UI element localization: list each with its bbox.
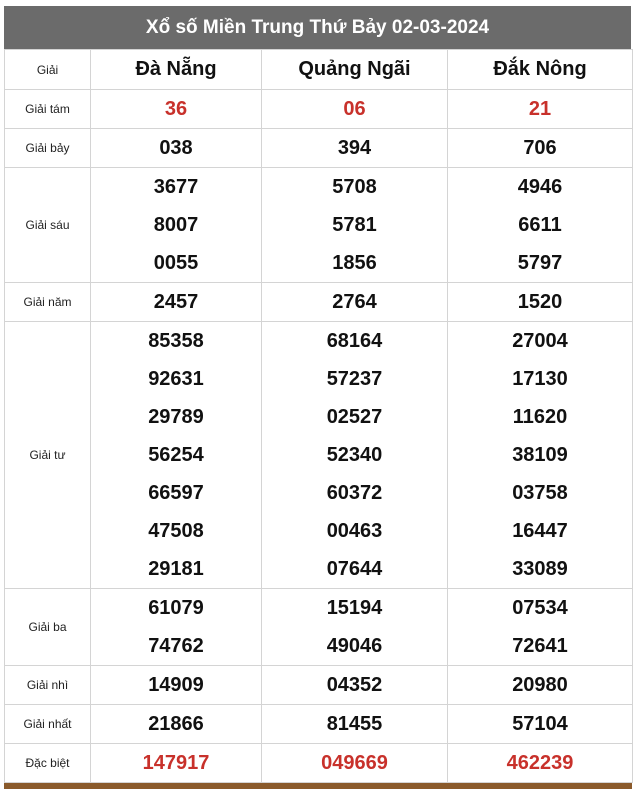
prize-numbers-cell: [448, 589, 633, 666]
prize-number: 49046: [326, 635, 383, 657]
prize-number: 36: [164, 98, 188, 120]
prize-row: [5, 589, 633, 666]
prize-label: Giải tư: [29, 448, 66, 462]
prize-number: 14909: [148, 674, 204, 696]
prize-number: 85358: [148, 330, 204, 352]
prize-number: 2457: [153, 291, 199, 313]
prize-row: [5, 129, 633, 168]
prize-number: 16447: [512, 520, 568, 542]
prize-numbers-cell: [448, 129, 633, 168]
prize-number: 61079: [148, 597, 204, 619]
prize-number: 07534: [512, 597, 568, 619]
prize-number: 81455: [326, 713, 383, 735]
prize-number: 038: [159, 137, 193, 159]
prize-number: 52340: [326, 444, 383, 466]
prize-label-cell: [5, 168, 91, 283]
prize-label: Giải nhất: [23, 717, 72, 731]
prize-numbers-cell: [262, 666, 448, 705]
table-header-row: [5, 50, 633, 90]
prize-number: 29789: [148, 406, 204, 428]
prize-number: 00463: [326, 520, 383, 542]
prize-number: 47508: [148, 520, 204, 542]
prize-row: [5, 90, 633, 129]
prize-numbers-cell: [91, 705, 262, 744]
prize-numbers-cell: [262, 705, 448, 744]
prize-row: [5, 666, 633, 705]
province-header-quang-ngai[interactable]: Quảng Ngãi: [262, 50, 448, 90]
prize-number: 38109: [512, 444, 568, 466]
prize-number: 049669: [321, 752, 388, 774]
prize-label-cell: [5, 129, 91, 168]
prize-label: Giải sáu: [25, 218, 70, 232]
prize-number: 5708: [332, 176, 377, 198]
prize-numbers-cell: [262, 322, 448, 589]
prize-number: 68164: [326, 330, 383, 352]
prize-label-cell: [5, 589, 91, 666]
prize-number: 11620: [512, 406, 568, 428]
prize-number: 0055: [153, 252, 199, 274]
prize-numbers-cell: [91, 283, 262, 322]
prize-numbers-cell: [91, 322, 262, 589]
prize-number: 03758: [512, 482, 568, 504]
prize-number: 17130: [512, 368, 568, 390]
prize-number: 66597: [148, 482, 204, 504]
prize-number: 21866: [148, 713, 204, 735]
prize-numbers-cell: [91, 168, 262, 283]
prize-label-cell: [5, 90, 91, 129]
prize-label: Giải năm: [23, 295, 72, 309]
prize-number: 02527: [326, 406, 383, 428]
prize-number: 5781: [332, 214, 377, 236]
prize-row: [5, 168, 633, 283]
prize-numbers-cell: [262, 589, 448, 666]
prize-numbers-cell: [262, 168, 448, 283]
prize-number: 27004: [512, 330, 568, 352]
prize-label: Giải bảy: [25, 141, 70, 155]
results-title: Xổ số Miền Trung Thứ Bảy 02-03-2024: [4, 6, 631, 49]
prize-number: 8007: [153, 214, 199, 236]
prize-number: 147917: [142, 752, 210, 774]
prize-numbers-cell: [448, 90, 633, 129]
prize-number: 33089: [512, 558, 568, 580]
province-header-dak-nong[interactable]: Đắk Nông: [448, 50, 633, 90]
prize-numbers-cell: [262, 283, 448, 322]
prize-numbers-cell: [448, 283, 633, 322]
prize-numbers-cell: [448, 168, 633, 283]
prize-row: [5, 322, 633, 589]
prize-label-cell: [5, 744, 91, 783]
prize-numbers-cell: [91, 589, 262, 666]
prize-row: [5, 283, 633, 322]
prize-number: 74762: [148, 635, 204, 657]
prize-number: 60372: [326, 482, 383, 504]
prize-number: 21: [528, 98, 552, 120]
prize-numbers-cell: [448, 744, 633, 783]
prize-numbers-cell: [448, 666, 633, 705]
prize-number: 4946: [517, 176, 563, 198]
prize-number: 56254: [148, 444, 204, 466]
prize-row: [5, 705, 633, 744]
prize-number: 04352: [326, 674, 383, 696]
prize-number: 07644: [326, 558, 383, 580]
prize-number: 06: [343, 98, 366, 120]
prize-label: Giải ba: [28, 620, 67, 634]
prize-number: 706: [523, 137, 557, 159]
prize-label-cell: [5, 705, 91, 744]
prize-numbers-cell: [91, 129, 262, 168]
prize-numbers-cell: [262, 744, 448, 783]
prize-number: 2764: [332, 291, 377, 313]
prize-number: 5797: [517, 252, 563, 274]
prize-number: 57237: [326, 368, 383, 390]
province-header-da-nang[interactable]: Đà Nẵng: [91, 50, 262, 90]
prize-number: 15194: [326, 597, 383, 619]
prize-label-cell: [5, 283, 91, 322]
prize-numbers-cell: [91, 744, 262, 783]
prize-number: 20980: [512, 674, 568, 696]
prize-label-cell: [5, 666, 91, 705]
prize-number: 394: [337, 137, 372, 159]
prize-number: 1856: [332, 252, 377, 274]
prize-number: 462239: [506, 752, 574, 774]
prize-number: 29181: [148, 558, 204, 580]
prize-row: [5, 744, 633, 783]
bottom-divider: [4, 783, 632, 789]
prize-number: 1520: [517, 291, 563, 313]
prize-numbers-cell: [262, 129, 448, 168]
prize-column-header: Giải: [5, 50, 91, 90]
prize-label: Giải tám: [25, 102, 70, 116]
prize-number: 92631: [148, 368, 204, 390]
prize-number: 72641: [512, 635, 568, 657]
prize-label: Đặc biệt: [25, 756, 70, 770]
prize-numbers-cell: [448, 705, 633, 744]
prize-numbers-cell: [91, 666, 262, 705]
prize-number: 6611: [518, 214, 562, 236]
prize-number: 3677: [153, 176, 199, 198]
prize-numbers-cell: [448, 322, 633, 589]
results-table: [4, 49, 633, 783]
prize-numbers-cell: [91, 90, 262, 129]
prize-label-cell: [5, 322, 91, 589]
prize-label: Giải nhì: [26, 678, 69, 692]
prize-numbers-cell: [262, 90, 448, 129]
prize-number: 57104: [512, 713, 568, 735]
